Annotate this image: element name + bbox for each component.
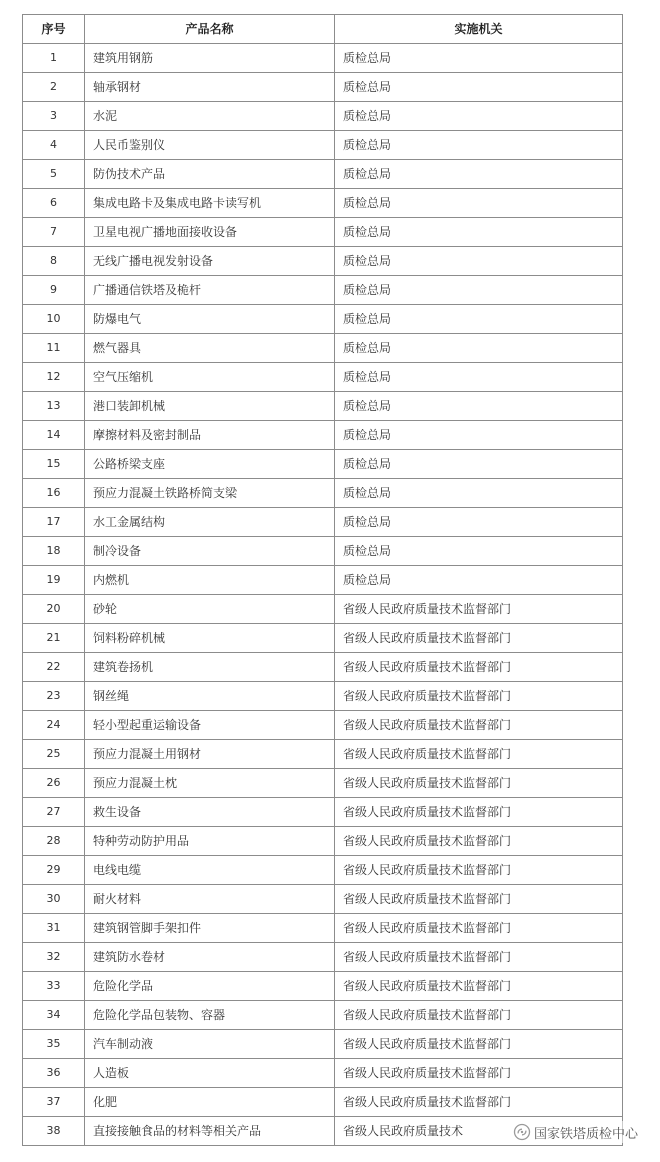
- cell-implementing-agency: 质检总局: [335, 305, 623, 334]
- table-row: [23, 508, 623, 537]
- cell-serial-number: 28: [23, 827, 85, 856]
- cell-implementing-agency: 质检总局: [335, 508, 623, 537]
- cell-serial-number: 1: [23, 44, 85, 73]
- table-row: [23, 856, 623, 885]
- cell-serial-number: 30: [23, 885, 85, 914]
- table-row: [23, 827, 623, 856]
- table-row: [23, 914, 623, 943]
- cell-product-name: 制冷设备: [85, 537, 335, 566]
- cell-product-name: 饲料粉碎机械: [85, 624, 335, 653]
- cell-implementing-agency: 省级人民政府质量技术监督部门: [335, 856, 623, 885]
- table-row: [23, 653, 623, 682]
- table-row: [23, 421, 623, 450]
- table-row: [23, 1088, 623, 1117]
- cell-serial-number: 19: [23, 566, 85, 595]
- cell-implementing-agency: 质检总局: [335, 131, 623, 160]
- cell-implementing-agency: 省级人民政府质量技术监督部门: [335, 769, 623, 798]
- table-row: [23, 624, 623, 653]
- product-license-table: [22, 14, 623, 1146]
- cell-product-name: 钢丝绳: [85, 682, 335, 711]
- cell-product-name: 建筑钢管脚手架扣件: [85, 914, 335, 943]
- cell-implementing-agency: 质检总局: [335, 392, 623, 421]
- table-row: [23, 276, 623, 305]
- cell-serial-number: 31: [23, 914, 85, 943]
- wechat-official-account-icon: [513, 1123, 531, 1141]
- cell-product-name: 化肥: [85, 1088, 335, 1117]
- table-body: [23, 44, 623, 1146]
- cell-serial-number: 10: [23, 305, 85, 334]
- cell-implementing-agency: 省级人民政府质量技术监督部门: [335, 740, 623, 769]
- cell-product-name: 集成电路卡及集成电路卡读写机: [85, 189, 335, 218]
- cell-implementing-agency: 省级人民政府质量技术监督部门: [335, 827, 623, 856]
- table-row: [23, 160, 623, 189]
- table-header-row: [23, 15, 623, 44]
- cell-serial-number: 18: [23, 537, 85, 566]
- cell-serial-number: 17: [23, 508, 85, 537]
- cell-implementing-agency: 省级人民政府质量技术: [335, 1117, 623, 1146]
- cell-implementing-agency: 省级人民政府质量技术监督部门: [335, 1088, 623, 1117]
- cell-product-name: 建筑卷扬机: [85, 653, 335, 682]
- cell-serial-number: 2: [23, 73, 85, 102]
- cell-serial-number: 4: [23, 131, 85, 160]
- cell-implementing-agency: 质检总局: [335, 160, 623, 189]
- cell-implementing-agency: 省级人民政府质量技术监督部门: [335, 1059, 623, 1088]
- cell-serial-number: 3: [23, 102, 85, 131]
- header-serial-number: 序号: [23, 15, 85, 44]
- cell-implementing-agency: 省级人民政府质量技术监督部门: [335, 943, 623, 972]
- table-row: [23, 537, 623, 566]
- cell-serial-number: 27: [23, 798, 85, 827]
- cell-product-name: 广播通信铁塔及桅杆: [85, 276, 335, 305]
- table-row: [23, 73, 623, 102]
- source-watermark: [511, 1121, 640, 1143]
- cell-product-name: 特种劳动防护用品: [85, 827, 335, 856]
- table-row: [23, 682, 623, 711]
- cell-implementing-agency: 省级人民政府质量技术监督部门: [335, 798, 623, 827]
- cell-implementing-agency: 省级人民政府质量技术监督部门: [335, 682, 623, 711]
- cell-implementing-agency: 质检总局: [335, 334, 623, 363]
- table-row: [23, 1001, 623, 1030]
- cell-implementing-agency: 省级人民政府质量技术监督部门: [335, 595, 623, 624]
- table-row: [23, 479, 623, 508]
- cell-serial-number: 21: [23, 624, 85, 653]
- table-row: [23, 305, 623, 334]
- cell-product-name: 港口装卸机械: [85, 392, 335, 421]
- cell-product-name: 电线电缆: [85, 856, 335, 885]
- cell-serial-number: 24: [23, 711, 85, 740]
- cell-implementing-agency: 质检总局: [335, 189, 623, 218]
- table-row: [23, 711, 623, 740]
- table-row: [23, 885, 623, 914]
- cell-product-name: 建筑用钢筋: [85, 44, 335, 73]
- table-row: [23, 1059, 623, 1088]
- cell-product-name: 内燃机: [85, 566, 335, 595]
- cell-implementing-agency: 质检总局: [335, 276, 623, 305]
- cell-serial-number: 34: [23, 1001, 85, 1030]
- cell-product-name: 预应力混凝土用钢材: [85, 740, 335, 769]
- table-row: [23, 102, 623, 131]
- cell-implementing-agency: 质检总局: [335, 247, 623, 276]
- cell-product-name: 水泥: [85, 102, 335, 131]
- cell-serial-number: 14: [23, 421, 85, 450]
- cell-serial-number: 33: [23, 972, 85, 1001]
- cell-product-name: 预应力混凝土铁路桥简支梁: [85, 479, 335, 508]
- cell-implementing-agency: 省级人民政府质量技术监督部门: [335, 1030, 623, 1059]
- table-row: [23, 769, 623, 798]
- cell-serial-number: 8: [23, 247, 85, 276]
- cell-implementing-agency: 省级人民政府质量技术监督部门: [335, 1001, 623, 1030]
- cell-product-name: 砂轮: [85, 595, 335, 624]
- table-row: [23, 943, 623, 972]
- cell-implementing-agency: 质检总局: [335, 44, 623, 73]
- cell-implementing-agency: 省级人民政府质量技术监督部门: [335, 711, 623, 740]
- cell-serial-number: 22: [23, 653, 85, 682]
- cell-product-name: 水工金属结构: [85, 508, 335, 537]
- table-row: [23, 1030, 623, 1059]
- cell-serial-number: 7: [23, 218, 85, 247]
- cell-implementing-agency: 省级人民政府质量技术监督部门: [335, 914, 623, 943]
- cell-product-name: 直接接触食品的材料等相关产品: [85, 1117, 335, 1146]
- cell-serial-number: 26: [23, 769, 85, 798]
- table-row: [23, 798, 623, 827]
- table-row: [23, 566, 623, 595]
- cell-serial-number: 6: [23, 189, 85, 218]
- cell-product-name: 人造板: [85, 1059, 335, 1088]
- cell-serial-number: 5: [23, 160, 85, 189]
- cell-implementing-agency: 质检总局: [335, 450, 623, 479]
- cell-implementing-agency: 质检总局: [335, 479, 623, 508]
- cell-serial-number: 29: [23, 856, 85, 885]
- table-row: [23, 450, 623, 479]
- cell-implementing-agency: 省级人民政府质量技术监督部门: [335, 885, 623, 914]
- table-row: [23, 392, 623, 421]
- cell-product-name: 人民币鉴别仪: [85, 131, 335, 160]
- table-row: [23, 189, 623, 218]
- table-row: [23, 247, 623, 276]
- cell-serial-number: 23: [23, 682, 85, 711]
- cell-product-name: 防伪技术产品: [85, 160, 335, 189]
- cell-serial-number: 15: [23, 450, 85, 479]
- table-row: [23, 740, 623, 769]
- cell-product-name: 轴承钢材: [85, 73, 335, 102]
- cell-product-name: 危险化学品包装物、容器: [85, 1001, 335, 1030]
- watermark-text: 国家铁塔质检中心: [533, 1126, 638, 1142]
- cell-implementing-agency: 质检总局: [335, 218, 623, 247]
- cell-serial-number: 11: [23, 334, 85, 363]
- table-row: [23, 972, 623, 1001]
- cell-serial-number: 38: [23, 1117, 85, 1146]
- cell-product-name: 汽车制动液: [85, 1030, 335, 1059]
- cell-serial-number: 37: [23, 1088, 85, 1117]
- product-table-container: [22, 14, 622, 1146]
- cell-serial-number: 9: [23, 276, 85, 305]
- cell-implementing-agency: 质检总局: [335, 102, 623, 131]
- cell-serial-number: 32: [23, 943, 85, 972]
- cell-product-name: 预应力混凝土枕: [85, 769, 335, 798]
- cell-product-name: 危险化学品: [85, 972, 335, 1001]
- cell-product-name: 摩擦材料及密封制品: [85, 421, 335, 450]
- cell-serial-number: 25: [23, 740, 85, 769]
- cell-implementing-agency: 质检总局: [335, 73, 623, 102]
- cell-product-name: 救生设备: [85, 798, 335, 827]
- cell-serial-number: 12: [23, 363, 85, 392]
- cell-product-name: 空气压缩机: [85, 363, 335, 392]
- cell-implementing-agency: 质检总局: [335, 421, 623, 450]
- table-row: [23, 218, 623, 247]
- table-row: [23, 595, 623, 624]
- cell-product-name: 燃气器具: [85, 334, 335, 363]
- table-row: [23, 363, 623, 392]
- cell-implementing-agency: 省级人民政府质量技术监督部门: [335, 624, 623, 653]
- header-product-name: 产品名称: [85, 15, 335, 44]
- cell-serial-number: 13: [23, 392, 85, 421]
- cell-serial-number: 36: [23, 1059, 85, 1088]
- cell-implementing-agency: 质检总局: [335, 566, 623, 595]
- cell-implementing-agency: 省级人民政府质量技术监督部门: [335, 972, 623, 1001]
- cell-serial-number: 16: [23, 479, 85, 508]
- header-implementing-agency: 实施机关: [335, 15, 623, 44]
- cell-serial-number: 20: [23, 595, 85, 624]
- table-row: [23, 131, 623, 160]
- cell-product-name: 无线广播电视发射设备: [85, 247, 335, 276]
- table-row: [23, 334, 623, 363]
- cell-serial-number: 35: [23, 1030, 85, 1059]
- cell-implementing-agency: 质检总局: [335, 363, 623, 392]
- cell-product-name: 卫星电视广播地面接收设备: [85, 218, 335, 247]
- cell-product-name: 轻小型起重运输设备: [85, 711, 335, 740]
- cell-product-name: 耐火材料: [85, 885, 335, 914]
- cell-product-name: 公路桥梁支座: [85, 450, 335, 479]
- cell-implementing-agency: 省级人民政府质量技术监督部门: [335, 653, 623, 682]
- cell-product-name: 防爆电气: [85, 305, 335, 334]
- table-row: [23, 44, 623, 73]
- cell-implementing-agency: 质检总局: [335, 537, 623, 566]
- cell-product-name: 建筑防水卷材: [85, 943, 335, 972]
